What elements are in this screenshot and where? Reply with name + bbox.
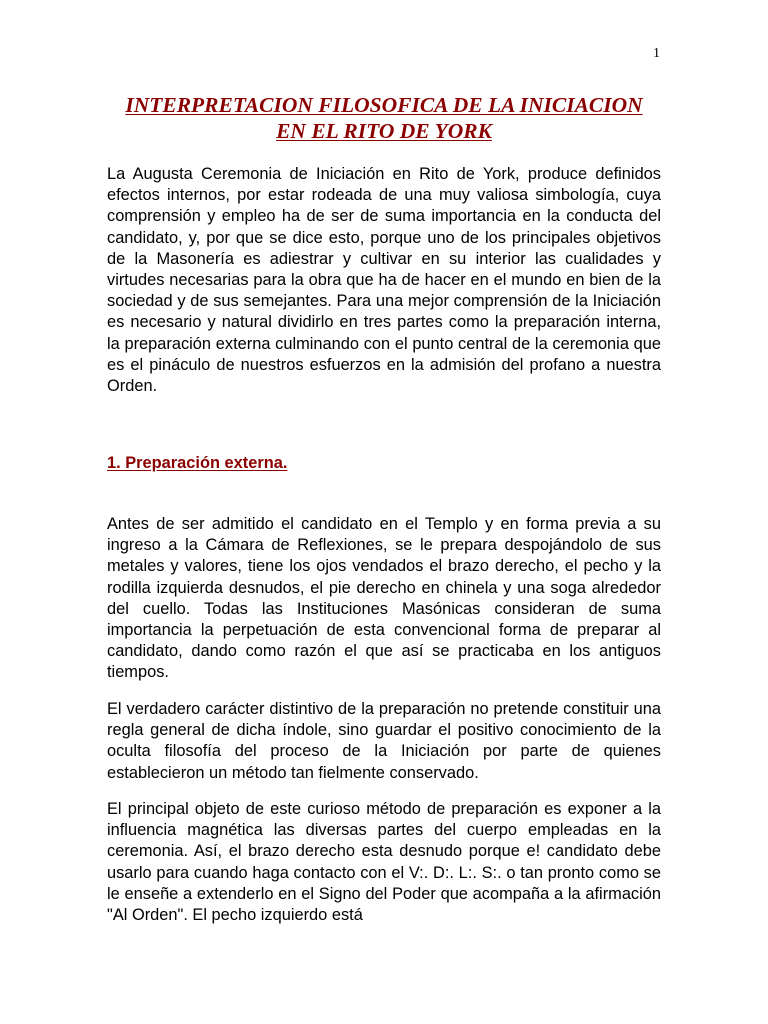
section1-paragraph-2: El verdadero carácter distintivo de la preparación no pretende constituir una regla general de dicha índole, sino guardar el positivo conocimiento de la oculta filosofía del proceso de la Iniciación por parte de quienes establecieron un método tan fielmente conservado. xyxy=(107,700,661,782)
intro-paragraph: La Augusta Ceremonia de Iniciación en Rito de York, produce definidos efectos internos, por estar rodeada de una muy valiosa simbología, cuya comprensión y empleo ha de ser de suma importancia en la conducta del candidato, y, por que se dice esto, porque uno de los principales objetivos de la Masonería es adiestrar y cultivar en su interior las cualidades y virtudes necesarias para la obra que ha de hacer en el mundo en bien de la sociedad y de sus semejantes. Para una mejor comprensión de la Iniciación es necesario y natural dividirlo en tres partes como la preparación interna, la preparación externa culminando con el punto central de la ceremonia que es el pináculo de nuestros esfuerzos en la admisión del profano a nuestra Orden. xyxy=(107,165,661,396)
section1-paragraph-1: Antes de ser admitido el candidato en el Templo y en forma previa a su ingreso a la Cámara de Reflexiones, se le prepara despojándolo de sus metales y valores, tiene los ojos vendados el brazo derecho, el pecho y la rodilla izquierda desnudos, el pie derecho en chinela y una soga alrededor del cuello. Todas las Instituciones Masónicas consideran de suma importancia la perpetuación de esta convencional forma de preparar al candidato, dando como razón el que así se practicaba en los antiguos tiempos. xyxy=(107,515,661,682)
section1-paragraph-3: El principal objeto de este curioso método de preparación es exponer a la influencia magnética las diversas partes del cuerpo empleadas en la ceremonia. Así, el brazo derecho esta desnudo porque e! candidato debe usarlo para cuando haga contacto con el V:. D:. L:. S:. o tan pronto como se le enseñe a extenderlo en el Signo del Poder que acompaña a la afirmación "Al Orden". El pecho izquierdo está xyxy=(107,800,661,925)
page-number: 1 xyxy=(653,46,660,61)
section-heading-preparacion-externa: 1. Preparación externa. xyxy=(107,454,288,472)
title-line-2: EN EL RITO DE YORK xyxy=(276,119,492,143)
title-line-1: INTERPRETACION FILOSOFICA DE LA INICIACION xyxy=(125,93,643,117)
document-title xyxy=(100,92,668,144)
